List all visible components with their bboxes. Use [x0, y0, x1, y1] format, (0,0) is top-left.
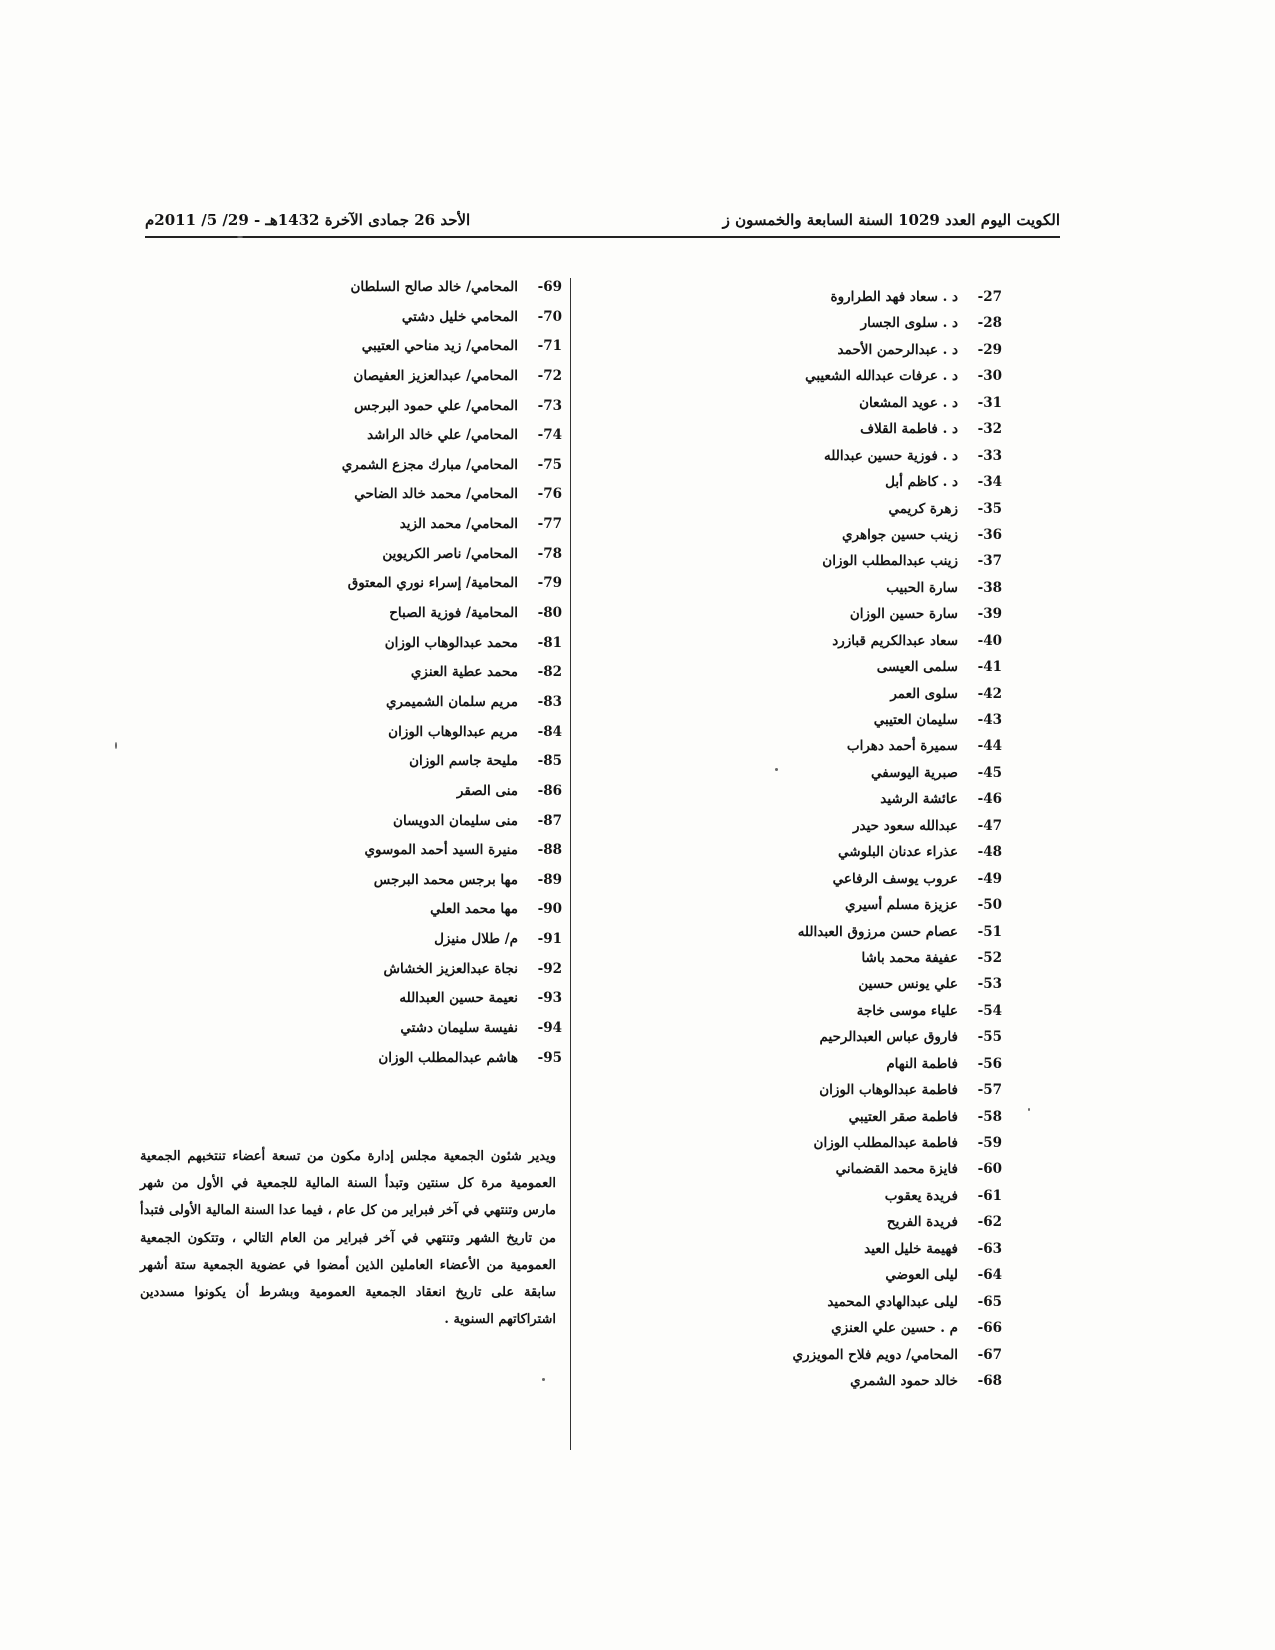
member-entry: [702, 314, 1002, 340]
member-entry: [702, 896, 1002, 922]
member-name: المحامية/ فوزية الصباح: [389, 605, 518, 622]
member-name: المحامي خليل دشتي: [401, 308, 518, 325]
member-name: عزيزة مسلم أسيري: [844, 897, 958, 914]
member-number: 78-: [537, 545, 562, 562]
member-entry: [702, 1160, 1002, 1186]
member-entry: [702, 790, 1002, 816]
member-number: 43-: [977, 712, 1002, 728]
member-name: زينب عبدالمطلب الوزان: [822, 553, 958, 570]
member-entry: [302, 723, 562, 753]
member-name: هاشم عبدالمطلب الوزان: [378, 1049, 518, 1066]
member-entry: [302, 397, 562, 427]
member-number: 40-: [977, 632, 1002, 649]
member-name: عذراء عدنان البلوشي: [837, 844, 958, 861]
member-number: 59-: [977, 1135, 1002, 1151]
member-number: 67-: [977, 1346, 1002, 1363]
member-number: 83-: [537, 693, 562, 710]
member-name: سليمان العتيبي: [873, 712, 958, 728]
member-name: المحامية/ إسراء نوري المعتوق: [347, 575, 518, 592]
member-name: عبدالله سعود حيدر: [852, 817, 958, 834]
member-name: المحامي/ مبارك مجزع الشمري: [341, 456, 518, 473]
scan-speck: [115, 742, 117, 749]
member-name: ليلى العوضي: [885, 1267, 958, 1284]
member-entry: [702, 658, 1002, 684]
member-name: فريدة الفريح: [886, 1214, 958, 1231]
scan-speck: [775, 768, 778, 771]
member-entry: [302, 812, 562, 842]
member-entry: [702, 632, 1002, 658]
issue-date: الأحد 26 جمادى الآخرة 1432هـ - 29/ 5/ 2011م: [145, 211, 471, 229]
member-entry: [702, 1213, 1002, 1239]
member-name: علي يونس حسين: [858, 976, 958, 993]
member-entry: [702, 552, 1002, 578]
member-number: 49-: [977, 870, 1002, 887]
member-number: 41-: [977, 659, 1002, 676]
member-number: 42-: [977, 685, 1002, 702]
member-entry: [702, 1266, 1002, 1292]
member-number: 56-: [977, 1055, 1002, 1072]
member-entry: [302, 367, 562, 397]
member-number: 68-: [977, 1372, 1002, 1389]
member-name: المحامي/ محمد خالد الضاحي: [354, 486, 518, 503]
member-name: المحامي/ دويم فلاح المويزري: [792, 1346, 958, 1363]
member-number: 55-: [977, 1029, 1002, 1046]
member-entry: [702, 817, 1002, 843]
member-number: 70-: [537, 308, 562, 325]
member-entry: [702, 1319, 1002, 1345]
member-name: فاطمة النهام: [886, 1055, 958, 1072]
member-entry: [702, 843, 1002, 869]
member-number: 31-: [977, 394, 1002, 411]
member-number: 53-: [977, 976, 1002, 993]
member-entry: [702, 1372, 1002, 1398]
member-number: 45-: [977, 764, 1002, 781]
member-number: 38-: [977, 579, 1002, 596]
member-number: 93-: [537, 990, 562, 1007]
member-number: 87-: [537, 812, 562, 829]
member-name: زهرة كريمي: [888, 500, 958, 517]
member-number: 35-: [977, 500, 1002, 517]
member-entry: [702, 1346, 1002, 1372]
member-name: سلمى العيسى: [876, 659, 958, 676]
member-entry: [702, 1187, 1002, 1213]
member-number: 30-: [977, 368, 1002, 385]
member-number: 44-: [977, 738, 1002, 755]
member-entry: [702, 526, 1002, 552]
member-number: 95-: [537, 1049, 562, 1066]
member-entry: [302, 545, 562, 575]
scan-speck: [237, 236, 243, 238]
member-entry: [302, 989, 562, 1019]
member-number: 75-: [537, 456, 562, 473]
member-name: فاروق عباس العبدالرحيم: [819, 1029, 958, 1046]
member-name: المحامي/ علي حمود البرجس: [354, 397, 518, 414]
member-number: 92-: [537, 960, 562, 977]
member-name: المحامي/ علي خالد الراشد: [367, 427, 518, 444]
member-name: مريم سلمان الشميمري: [385, 693, 518, 710]
member-entry: [702, 288, 1002, 314]
member-number: 47-: [977, 817, 1002, 834]
member-name: عروب يوسف الرفاعي: [832, 870, 958, 887]
member-entry: [302, 308, 562, 338]
member-name: فريدة يعقوب: [884, 1187, 958, 1204]
member-number: 94-: [537, 1020, 562, 1037]
member-name: فاطمة صقر العتيبي: [848, 1108, 958, 1125]
scan-speck: [1028, 1108, 1030, 1111]
member-name: المحامي/ زيد مناحي العتيبي: [361, 338, 518, 355]
member-entry: [302, 426, 562, 456]
member-entry: [702, 1081, 1002, 1107]
member-number: 73-: [537, 397, 562, 414]
member-name: مريم عبدالوهاب الوزان: [388, 723, 518, 740]
member-number: 79-: [537, 575, 562, 592]
member-number: 36-: [977, 526, 1002, 543]
member-entry: [702, 949, 1002, 975]
member-name: نفيسة سليمان دشتي: [400, 1020, 518, 1037]
member-entry: [702, 500, 1002, 526]
member-entry: [302, 1049, 562, 1079]
member-name: سميرة أحمد دهراب: [846, 738, 958, 755]
member-entry: [302, 871, 562, 901]
member-name: م/ طلال منيزل: [434, 931, 518, 948]
member-name: د . سلوى الجسار: [860, 315, 958, 332]
member-entry: [302, 663, 562, 693]
member-number: 46-: [977, 791, 1002, 808]
member-number: 65-: [977, 1293, 1002, 1310]
member-entry: [702, 1293, 1002, 1319]
member-name: المحامي/ عبدالعزيز العفيصان: [353, 367, 518, 384]
member-entry: [702, 394, 1002, 420]
member-entry: [302, 900, 562, 930]
member-number: 39-: [977, 606, 1002, 623]
member-name: نجاة عبدالعزيز الخشاش: [383, 960, 518, 977]
member-name: محمد عبدالوهاب الوزان: [384, 634, 518, 651]
member-entry: [702, 1055, 1002, 1081]
member-number: 76-: [537, 486, 562, 503]
member-number: 66-: [977, 1320, 1002, 1337]
member-number: 85-: [537, 753, 562, 770]
member-number: 48-: [977, 844, 1002, 861]
member-entry: [302, 278, 562, 308]
member-name: زينب حسين جواهري: [842, 526, 958, 543]
member-number: 27-: [977, 289, 1002, 305]
member-name: د . عويد المشعان: [859, 394, 958, 411]
member-name: عائشة الرشيد: [880, 791, 958, 808]
member-name: عصام حسن مرزوق العبدالله: [797, 923, 958, 940]
member-name: د . سعاد فهد الطراروة: [830, 289, 958, 305]
member-entry: [302, 574, 562, 604]
member-number: 81-: [537, 634, 562, 651]
member-number: 61-: [977, 1187, 1002, 1204]
member-number: 64-: [977, 1267, 1002, 1284]
member-entry: [302, 604, 562, 634]
member-entry: [702, 420, 1002, 446]
member-name: المحامي/ ناصر الكريوين: [382, 545, 518, 562]
member-number: 57-: [977, 1082, 1002, 1099]
member-name: سارة الحبيب: [886, 579, 958, 596]
member-name: مليحة جاسم الوزان: [409, 753, 518, 770]
member-entry: [702, 579, 1002, 605]
member-name: د . عبدالرحمن الأحمد: [837, 341, 958, 358]
member-entry: [702, 1134, 1002, 1160]
member-name: د . كاظم أبل: [885, 474, 958, 491]
member-number: 80-: [537, 605, 562, 622]
member-entry: [702, 367, 1002, 393]
member-entry: [702, 764, 1002, 790]
member-number: 34-: [977, 474, 1002, 491]
member-entry: [302, 782, 562, 812]
member-name: منى سليمان الدويسان: [393, 812, 518, 829]
members-list-left: [302, 278, 562, 1078]
member-number: 82-: [537, 664, 562, 681]
member-number: 74-: [537, 427, 562, 444]
member-number: 33-: [977, 447, 1002, 464]
member-entry: [702, 975, 1002, 1001]
member-entry: [302, 485, 562, 515]
member-number: 71-: [537, 338, 562, 355]
member-name: سارة حسين الوزان: [849, 606, 958, 623]
member-entry: [702, 1002, 1002, 1028]
member-name: د . عرفات عبدالله الشعيبي: [805, 368, 958, 385]
member-entry: [302, 1019, 562, 1049]
member-number: 58-: [977, 1108, 1002, 1125]
member-entry: [702, 1108, 1002, 1134]
member-name: منى الصقر: [456, 782, 518, 799]
member-name: فاطمة عبدالمطلب الوزان: [813, 1135, 958, 1151]
member-entry: [702, 1240, 1002, 1266]
member-entry: [302, 693, 562, 723]
member-name: خالد حمود الشمري: [850, 1372, 958, 1389]
member-number: 37-: [977, 553, 1002, 570]
member-number: 86-: [537, 782, 562, 799]
member-entry: [702, 341, 1002, 367]
member-name: منيرة السيد أحمد الموسوي: [364, 842, 518, 859]
member-name: ليلى عبدالهادي المحميد: [827, 1293, 958, 1310]
member-number: 90-: [537, 901, 562, 918]
member-entry: [702, 447, 1002, 473]
scan-speck: [542, 1378, 545, 1381]
member-number: 60-: [977, 1161, 1002, 1178]
page-header: [145, 205, 1060, 235]
member-entry: [702, 737, 1002, 763]
member-name: م . حسين علي العنزي: [831, 1320, 958, 1337]
member-entry: [302, 456, 562, 486]
member-entry: [702, 685, 1002, 711]
member-number: 62-: [977, 1214, 1002, 1231]
member-name: صبرية اليوسفي: [871, 764, 958, 781]
member-number: 52-: [977, 949, 1002, 966]
member-name: د . فوزية حسين عبدالله: [824, 447, 958, 464]
member-name: مها برجس محمد البرجس: [373, 871, 518, 888]
member-entry: [302, 515, 562, 545]
member-name: د . فاطمة القلاف: [860, 421, 958, 438]
member-name: سلوى العمر: [890, 685, 958, 702]
member-name: علياء موسى خاجة: [856, 1002, 958, 1019]
member-number: 69-: [537, 279, 562, 295]
member-number: 84-: [537, 723, 562, 740]
publication-info: الكويت اليوم العدد 1029 السنة السابعة والخمسون ز: [722, 211, 1060, 229]
member-entry: [302, 841, 562, 871]
member-name: محمد عطية العنزي: [410, 664, 518, 681]
member-number: 28-: [977, 315, 1002, 332]
member-number: 88-: [537, 842, 562, 859]
member-entry: [302, 960, 562, 990]
member-entry: [302, 337, 562, 367]
member-entry: [702, 870, 1002, 896]
member-number: 89-: [537, 871, 562, 888]
member-name: سعاد عبدالكريم قبازرد: [832, 632, 958, 649]
member-number: 54-: [977, 1002, 1002, 1019]
header-rule: [145, 236, 1060, 238]
column-divider: [570, 278, 571, 1450]
member-number: 91-: [537, 931, 562, 948]
member-name: فهيمة خليل العيد: [864, 1240, 958, 1257]
member-entry: [702, 1028, 1002, 1054]
member-entry: [702, 605, 1002, 631]
member-entry: [702, 923, 1002, 949]
member-number: 72-: [537, 367, 562, 384]
member-name: المحامي/ خالد صالح السلطان: [350, 279, 518, 295]
member-name: فاطمة عبدالوهاب الوزان: [819, 1082, 958, 1099]
member-number: 29-: [977, 341, 1002, 358]
members-list-right: [702, 288, 1002, 1398]
member-entry: [302, 752, 562, 782]
member-name: نعيمة حسين العبدالله: [399, 990, 518, 1007]
member-number: 63-: [977, 1240, 1002, 1257]
member-entry: [302, 930, 562, 960]
member-entry: [702, 473, 1002, 499]
member-number: 51-: [977, 923, 1002, 940]
member-name: المحامي/ محمد الزيد: [399, 516, 518, 533]
board-paragraph: ويدير شئون الجمعية مجلس إدارة مكون من تسعة أعضاء تنتخبهم الجمعية العمومية مرة كل سنتين وتبدأ السنة المالية للجمعية في الأول من شهر مارس وتنتهي في آخر فبراير من كل عام ، فيما عدا السنة المالية الأولى فتبدأ من تاريخ الشهر وتنتهي في آخر فبراير من العام التالي ، وتتكون الجمعية العمومية من الأعضاء العاملين الذين أمضوا في عضوية الجمعية ستة أشهر سابقة على تاريخ انعقاد الجمعية العمومية وبشرط أن يكونوا مسددين اشتراكاتهم السنوية .: [140, 1149, 556, 1328]
member-entry: [702, 711, 1002, 737]
member-entry: [302, 634, 562, 664]
member-name: فايزة محمد القضماني: [835, 1161, 958, 1178]
member-name: مها محمد العلي: [430, 901, 518, 918]
member-number: 77-: [537, 516, 562, 533]
member-name: عفيفة محمد باشا: [861, 949, 958, 966]
member-number: 50-: [977, 897, 1002, 914]
member-number: 32-: [977, 421, 1002, 438]
